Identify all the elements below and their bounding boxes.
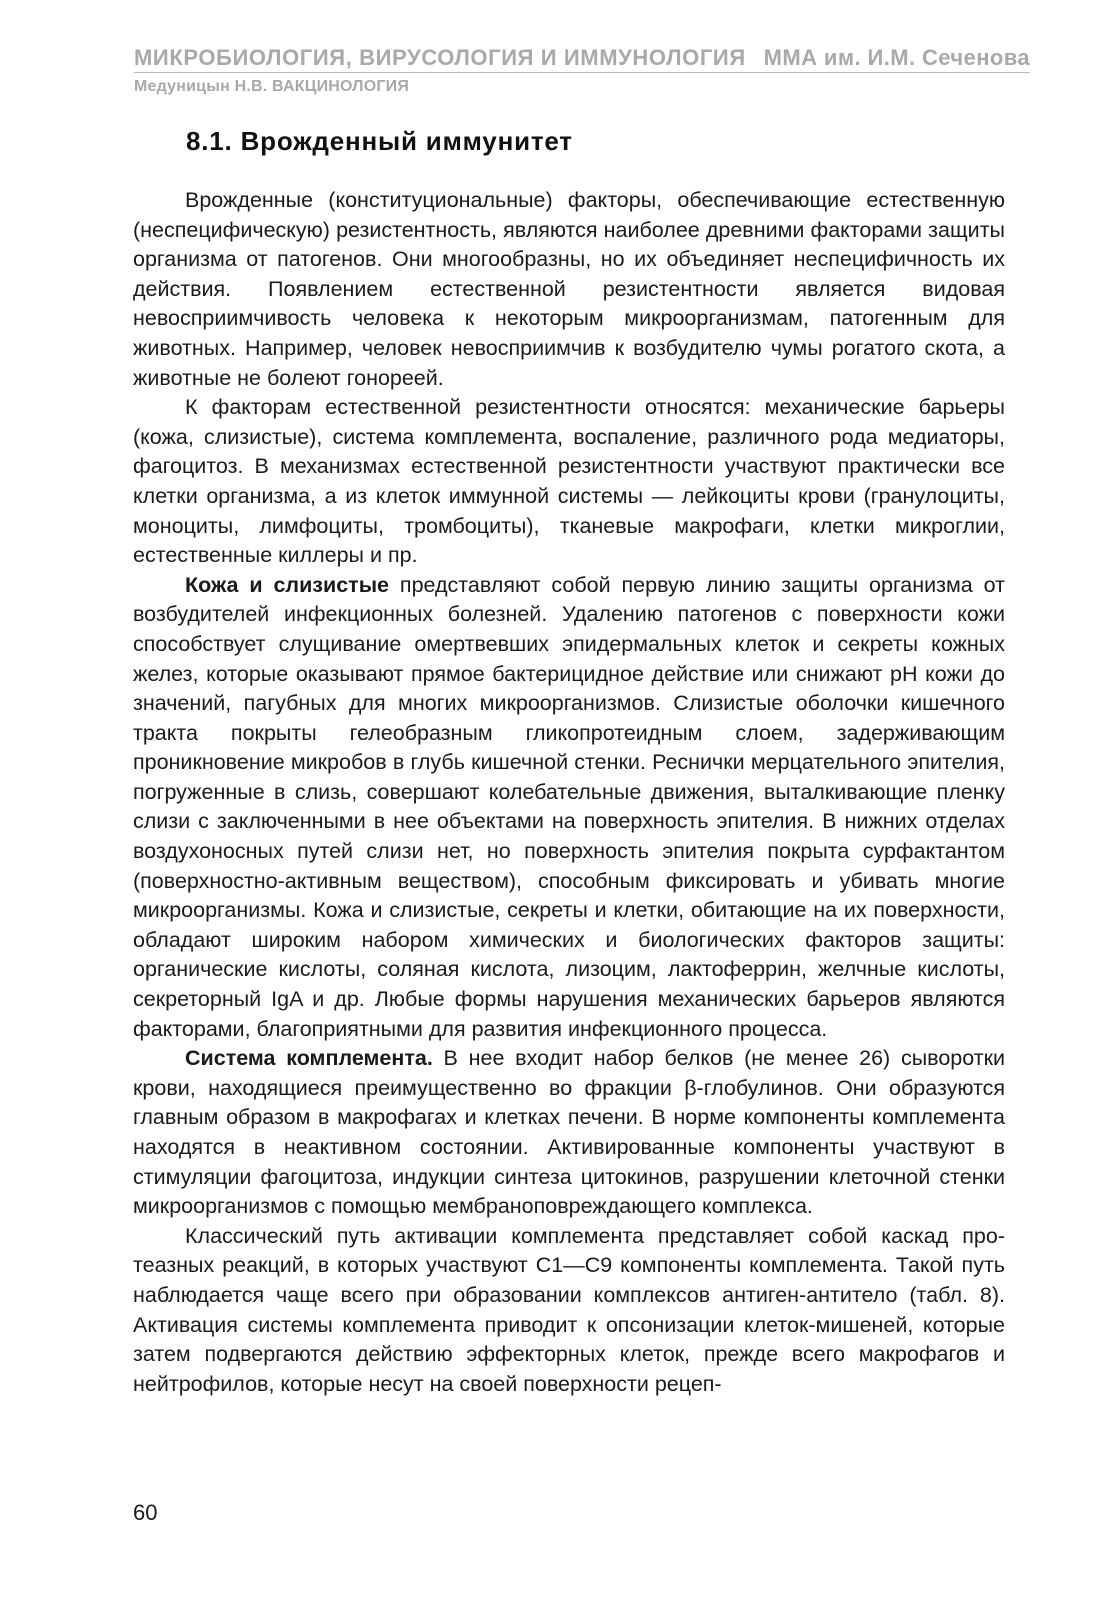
section-heading: 8.1. Врожденный иммунитет [186, 126, 573, 156]
running-head-institution: ММА им. И.М. Сеченова [763, 45, 1030, 70]
running-head-book: Медуницын Н.В. ВАКЦИНОЛОГИЯ [134, 78, 410, 95]
paragraph-skin-mucosa [133, 571, 1005, 1045]
paragraph-resistance-factors: К факторам естественной резистентности относятся: механические барьеры (кожа, слизистые), система комплемента, воспаление, различного рода медиаторы, фагоцитоз. В механизмах естественной резистентности участвуют практически все клетки организма, а из клеток иммунной системы — лейкоциты крови (гранулоциты, моноциты, лимфоциты, тромбоциты), тканевые макрофаги, клетки микроглии, естественные киллеры и пр. [133, 395, 1005, 568]
page-number: 60 [133, 1500, 158, 1525]
paragraph-skin-mucosa-text: представляют собой первую линию защиты организма от возбудителей инфекционных болезней. Удалению патогенов с поверхности кожи способствует слущивание омертвевших эпидермальных клеток и секреты кожных желез, которые оказывают прямое бактерицидное действие или снижают pH кожи до значений, пагубных для многих микроорганизмов. Слизистые оболочки кишечного тракта покрыты гелеобразным гликопротеидным слоем, задерживающим проникновение микробов в глубь кишечной стенки. Реснички мерцательного эпителия, погруженные в слизь, совершают колебательные движения, выталкивающие пленку слизи с заключенными в нее объектами на поверхность эпителия. В нижних отделах воздухоносных путей слизи нет, но поверхность эпителия покрыта сурфактантом (поверхностно-активным веществом), способным фиксировать и убивать многие микроорганизмы. Кожа и слизистые, секреты и клетки, обитающие на их поверхности, обладают широким набором химических и биологических факторов защиты: органические кислоты, соляная кислота, лизоцим, лактоферрин, желчные кислоты, секреторный IgA и др. Любые формы нарушения механических барьеров являются факторами, благоприятными для развития инфекционного процесса. [133, 572, 1005, 1041]
paragraph-innate-factors: Врожденные (конституциональные) факторы, обеспечивающие естественную (неспецифическую) резистентность, являются наиболее древними факторами защиты организма от патогенов. Они многообразны, но их объединяет неспецифичность их действия. Появлением естественной резистентности является видовая невосприимчивость человека к некоторым микроорганизмам, патогенным для животных. Например, человек невосприимчив к возбудителю чумы рогатого скота, а животные не болеют гонореей. [133, 188, 1005, 390]
paragraph-complement-system-text: В нее входит набор белков (не менее 26) сыворотки крови, находящиеся преимущественно во фракции β-глобулинов. Они образуются главным образом в макрофагах и клетках печени. В норме компоненты комплемента находятся в неактивном состоянии. Активированные компоненты участвуют в стимуляции фагоцитоза, индукции синтеза цитокинов, разрушении клеточной стенки микроорганизмов с помощью мембраноповреждающего комплекса. [133, 1046, 1006, 1219]
paragraph-classical-pathway: Классический путь активации комплемента представляет собой каскад протеазных реакций, в которых участвуют C1—C9 компоненты комплемента. Такой путь наблюдается чаще всего при образовании комплексов антиген-антитело (табл. 8). Активация системы комплемента приводит к опсонизации клеток-мишеней, которые затем подвергаются действию эффекторных клеток, прежде всего макрофагов и нейтрофилов, которые несут на своей поверхности рецеп- [133, 1223, 1005, 1396]
paragraph-complement-system [133, 1044, 1005, 1222]
running-head-subject: МИКРОБИОЛОГИЯ, ВИРУСОЛОГИЯ И ИММУНОЛОГИЯ [134, 45, 746, 70]
body-text [133, 186, 1005, 1399]
running-head [134, 44, 1030, 99]
running-head-line1 [134, 44, 1030, 73]
term-complement-system: Система комплемента. [185, 1046, 433, 1071]
term-skin-mucosa: Кожа и слизистые [185, 572, 390, 597]
